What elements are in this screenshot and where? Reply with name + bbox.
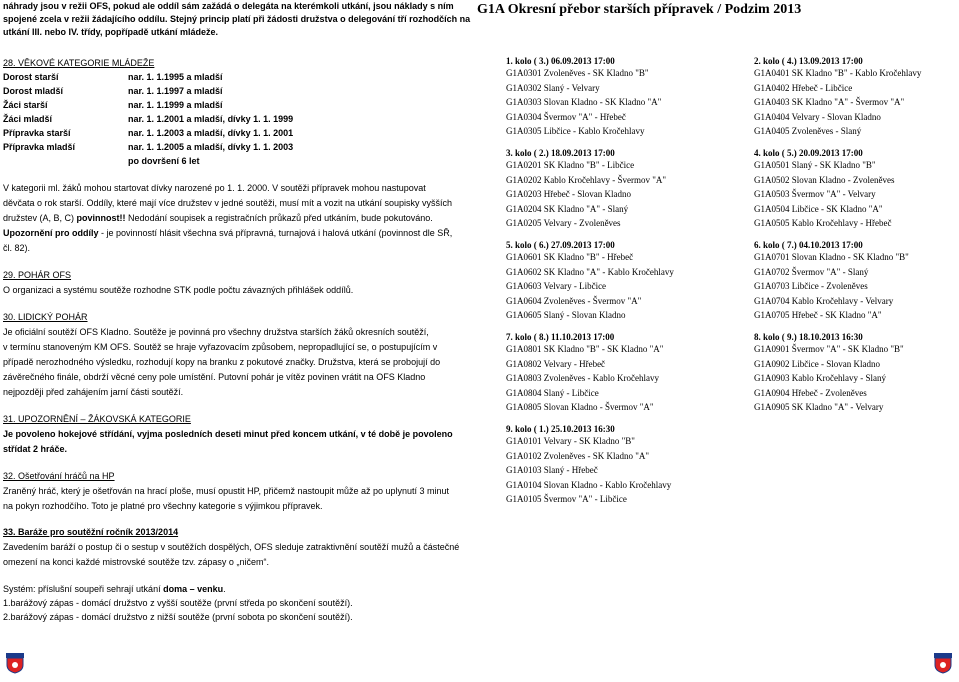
section31-heading: 31. UPOZORNĚNÍ – ŽÁKOVSKÁ KATEGORIE	[3, 414, 191, 424]
match-row: G1A0705 Hřebeč - SK Kladno "A"	[754, 310, 882, 320]
match-row: G1A0701 Slovan Kladno - SK Kladno "B"	[754, 252, 909, 262]
match-row: G1A0901 Švermov "A" - SK Kladno "B"	[754, 344, 904, 354]
section32-line-2: na pokyn rozhodčího. Toto je platné pro všechny kategorie s výjimkou přípravek.	[3, 501, 323, 511]
match-row: G1A0602 SK Kladno "A" - Kablo Kročehlavy	[506, 266, 674, 277]
round-heading: 5. kolo ( 6.) 27.09.2013 17:00	[506, 240, 615, 250]
schedule-title: G1A Okresní přebor starších přípravek / Podzim 2013	[477, 2, 802, 17]
facr-logo-right	[932, 652, 954, 674]
match-row: G1A0201 SK Kladno "B" - Libčice	[506, 160, 635, 170]
match-row: G1A0303 Slovan Kladno - SK Kladno "A"	[506, 97, 662, 107]
section30-line-2: v termínu stanoveným KM OFS. Soutěž se hraje vyřazovacím způsobem, nepropadlující se, o postupujícím v	[3, 342, 438, 352]
intro-line-1: náhrady jsou v režii OFS, pokud ale oddíl sám zažádá o delegáta na kterémkoli utkání, jsou náklady s ním	[3, 1, 454, 11]
match-row: G1A0502 Slovan Kladno - Zvoleněves	[754, 174, 895, 185]
match-row: G1A0503 Švermov "A" - Velvary	[754, 189, 876, 199]
section32-heading: 32. Ošetřování hráčů na HP	[3, 471, 115, 481]
match-row: G1A0903 Kablo Kročehlavy - Slaný	[754, 373, 886, 383]
match-row: G1A0805 Slovan Kladno - Švermov "A"	[506, 402, 654, 412]
round-heading: 4. kolo ( 5.) 20.09.2013 17:00	[754, 148, 863, 158]
section28-p3c: Nedodání soupisek a registračních průkazů před utkáním, bude pokutováno.	[128, 213, 433, 223]
round-heading: 9. kolo ( 1.) 25.10.2013 16:30	[506, 424, 615, 434]
match-row: G1A0604 Zvoleněves - Švermov "A"	[506, 295, 642, 306]
section28-p1: V kategorii ml. žáků mohou startovat dívky narozené po 1. 1. 2000. V soutěži přípravek mohou nastupovat	[3, 183, 426, 193]
intro-line-3: utkání III. nebo IV. třídy, popřípadě utkání mládeže.	[3, 27, 219, 37]
match-row: G1A0802 Velvary - Hřebeč	[506, 358, 606, 369]
cat-row-2-label: Dorost mladší	[3, 86, 64, 96]
match-row: G1A0102 Zvoleněves - SK Kladno "A"	[506, 450, 650, 461]
section31-line-1: Je povoleno hokejové střídání, vyjma posledních deseti minut před koncem utkání, v té době je povoleno	[3, 429, 453, 439]
cat-row-3-rule: nar. 1. 1.1999 a mladší	[128, 100, 223, 110]
match-row: G1A0603 Velvary - Libčice	[506, 281, 607, 291]
match-row: G1A0202 Kablo Kročehlavy - Švermov "A"	[506, 174, 667, 185]
section28-heading: 28. VĚKOVÉ KATEGORIE MLÁDEŽE	[3, 58, 155, 68]
section33-system-b: doma – venku	[163, 584, 224, 594]
match-row: G1A0302 Slaný - Velvary	[506, 82, 600, 93]
match-row: G1A0103 Slaný - Hřebeč	[506, 465, 598, 475]
cat-row-6-rule: nar. 1. 1.2005 a mladší, dívky 1. 1. 2003	[128, 142, 294, 152]
match-row: G1A0404 Velvary - Slovan Kladno	[754, 111, 881, 122]
match-row: G1A0804 Slaný - Libčice	[506, 387, 599, 398]
match-row: G1A0803 Zvoleněves - Kablo Kročehlavy	[506, 373, 659, 383]
section30-line-4: závěrečného finále, obdrží věcné ceny pole umístění. Putovní pohár je vítěz povinen vrátit na OFS Kladno	[3, 372, 426, 382]
section30-heading: 30. LIDICKÝ POHÁR	[3, 312, 88, 322]
match-row: G1A0605 Slaný - Slovan Kladno	[506, 310, 626, 320]
section29-heading: 29. POHÁR OFS	[3, 270, 72, 280]
section31-line-2: střídat 2 hráče.	[3, 444, 68, 454]
match-row: G1A0704 Kablo Kročehlavy - Velvary	[754, 295, 894, 306]
cat-row-4-rule: nar. 1. 1.2001 a mladší, dívky 1. 1. 1999	[128, 114, 294, 124]
section28-p4b: - je povinností hlásit všechna svá přípravná, turnajová i halová utkání (povinnost dle SŘ,	[101, 228, 453, 238]
match-row: G1A0601 SK Kladno "B" - Hřebeč	[506, 252, 634, 262]
section28-p3b: povinnost!!	[76, 213, 126, 223]
round-heading: 7. kolo ( 8.) 11.10.2013 17:00	[506, 332, 615, 342]
cat-row-4-label: Žáci mladší	[3, 114, 53, 124]
match-row: G1A0505 Kablo Kročehlavy - Hřebeč	[754, 218, 892, 228]
match-row: G1A0104 Slovan Kladno - Kablo Kročehlavy	[506, 479, 672, 490]
section28-p3a: družstev (A, B, C)	[3, 213, 75, 223]
match-row: G1A0205 Velvary - Zvoleněves	[506, 218, 621, 228]
section33-system-c: .	[223, 584, 226, 594]
section28-p4	[3, 227, 452, 239]
match-row: G1A0403 SK Kladno "A" - Švermov "A"	[754, 97, 905, 107]
section28-p5: čl. 82).	[3, 243, 31, 253]
section33-line-2: omezení na konci každé mistrovské soutěže tzv. zápasy o „ničem“.	[3, 557, 269, 567]
match-row: G1A0203 Hřebeč - Slovan Kladno	[506, 189, 631, 199]
intro-line-2: spojené zcela v režii žádajícího oddílu. Stejný princip platí při žádosti družstva o delegování tří rozhodčích na	[3, 14, 471, 24]
round-heading: 2. kolo ( 4.) 13.09.2013 17:00	[754, 56, 863, 66]
section33-system	[3, 583, 226, 595]
cat-row-1-label: Dorost starší	[3, 72, 59, 82]
cat-row-6-extra: po dovršení 6 let	[128, 156, 200, 166]
match-row: G1A0702 Švermov "A" - Slaný	[754, 266, 869, 277]
match-row: G1A0405 Zvoleněves - Slaný	[754, 126, 862, 136]
round-heading: 8. kolo ( 9.) 18.10.2013 16:30	[754, 332, 863, 342]
match-row: G1A0401 SK Kladno "B" - Kablo Kročehlavy	[754, 68, 922, 78]
match-row: G1A0801 SK Kladno "B" - SK Kladno "A"	[506, 344, 664, 354]
section28-p3	[3, 212, 433, 224]
section29-text: O organizaci a systému soutěže rozhodne STK podle počtu závazných přihlášek oddílů.	[3, 285, 354, 295]
match-row: G1A0301 Zvoleněves - SK Kladno "B"	[506, 68, 649, 78]
facr-shield-icon	[932, 652, 954, 674]
cat-row-3-label: Žáci starší	[3, 100, 48, 110]
section33-line-1: Zavedením baráží o postup či o sestup v soutěžích dospělých, OFS sleduje zatraktivnění soutěží mužů a částečné	[3, 542, 460, 552]
match-row: G1A0204 SK Kladno "A" - Slaný	[506, 203, 629, 214]
section28-p2: děvčata o rok starší. Oddíly, které mají více družstev v jedné soutěži, musí mít a vozit na utkání soupisky vyšších	[3, 198, 453, 208]
section28-p4a: Upozornění pro oddíly	[3, 228, 99, 238]
section30-line-5: nejpozději před zahájením jarní části soutěží.	[3, 387, 184, 397]
cat-row-6-label: Přípravka mladší	[3, 142, 76, 152]
match-row: G1A0101 Velvary - SK Kladno "B"	[506, 436, 635, 446]
facr-logo-left	[4, 652, 26, 674]
match-row: G1A0904 Hřebeč - Zvoleněves	[754, 387, 867, 398]
round-heading: 1. kolo ( 3.) 06.09.2013 17:00	[506, 56, 615, 66]
match-row: G1A0402 Hřebeč - Libčice	[754, 82, 853, 93]
round-heading: 6. kolo ( 7.) 04.10.2013 17:00	[754, 240, 863, 250]
match-row: G1A0501 Slaný - SK Kladno "B"	[754, 160, 876, 170]
match-row: G1A0703 Libčice - Zvoleněves	[754, 281, 868, 291]
match-row: G1A0902 Libčice - Slovan Kladno	[754, 358, 880, 369]
round-heading: 3. kolo ( 2.) 18.09.2013 17:00	[506, 148, 615, 158]
match-row: G1A0905 SK Kladno "A" - Velvary	[754, 402, 884, 412]
cat-row-5-label: Přípravka starší	[3, 128, 71, 138]
match-row: G1A0105 Švermov "A" - Libčice	[506, 494, 627, 504]
section33-item-2: 2.barážový zápas - domácí družstvo z nižší soutěže (první sobota po skončení soutěží).	[3, 612, 353, 622]
cat-row-2-rule: nar. 1. 1.1997 a mladší	[128, 86, 223, 96]
cat-row-5-rule: nar. 1. 1.2003 a mladší, dívky 1. 1. 2001	[128, 128, 294, 138]
section32-line-1: Zraněný hráč, který je ošetřován na hrací ploše, musí opustit HP, přičemž nastoupit může až po uplynutí 3 minut	[3, 486, 450, 496]
facr-shield-icon	[4, 652, 26, 674]
cat-row-1-rule: nar. 1. 1.1995 a mladší	[128, 72, 223, 82]
section33-heading: 33. Baráže pro soutěžní ročník 2013/2014	[3, 527, 179, 537]
section33-system-a: Systém: příslušní soupeři sehrají utkání	[3, 584, 161, 594]
match-row: G1A0504 Libčice - SK Kladno "A"	[754, 203, 883, 214]
match-row: G1A0305 Libčice - Kablo Kročehlavy	[506, 126, 645, 136]
section30-line-3: případě nerozhodného výsledku, rozhodují kopy na branku z pokutové značky. Družstva, která se probojují do	[3, 357, 441, 367]
match-row: G1A0304 Švermov "A" - Hřebeč	[506, 111, 626, 122]
section30-line-1: Je oficiální soutěží OFS Kladno. Soutěže je povinná pro všechny družstva starších žáků okresních soutěží,	[3, 327, 429, 337]
section33-item-1: 1.barážový zápas - domácí družstvo z vyšší soutěže (první středa po skončení soutěží).	[3, 598, 353, 608]
